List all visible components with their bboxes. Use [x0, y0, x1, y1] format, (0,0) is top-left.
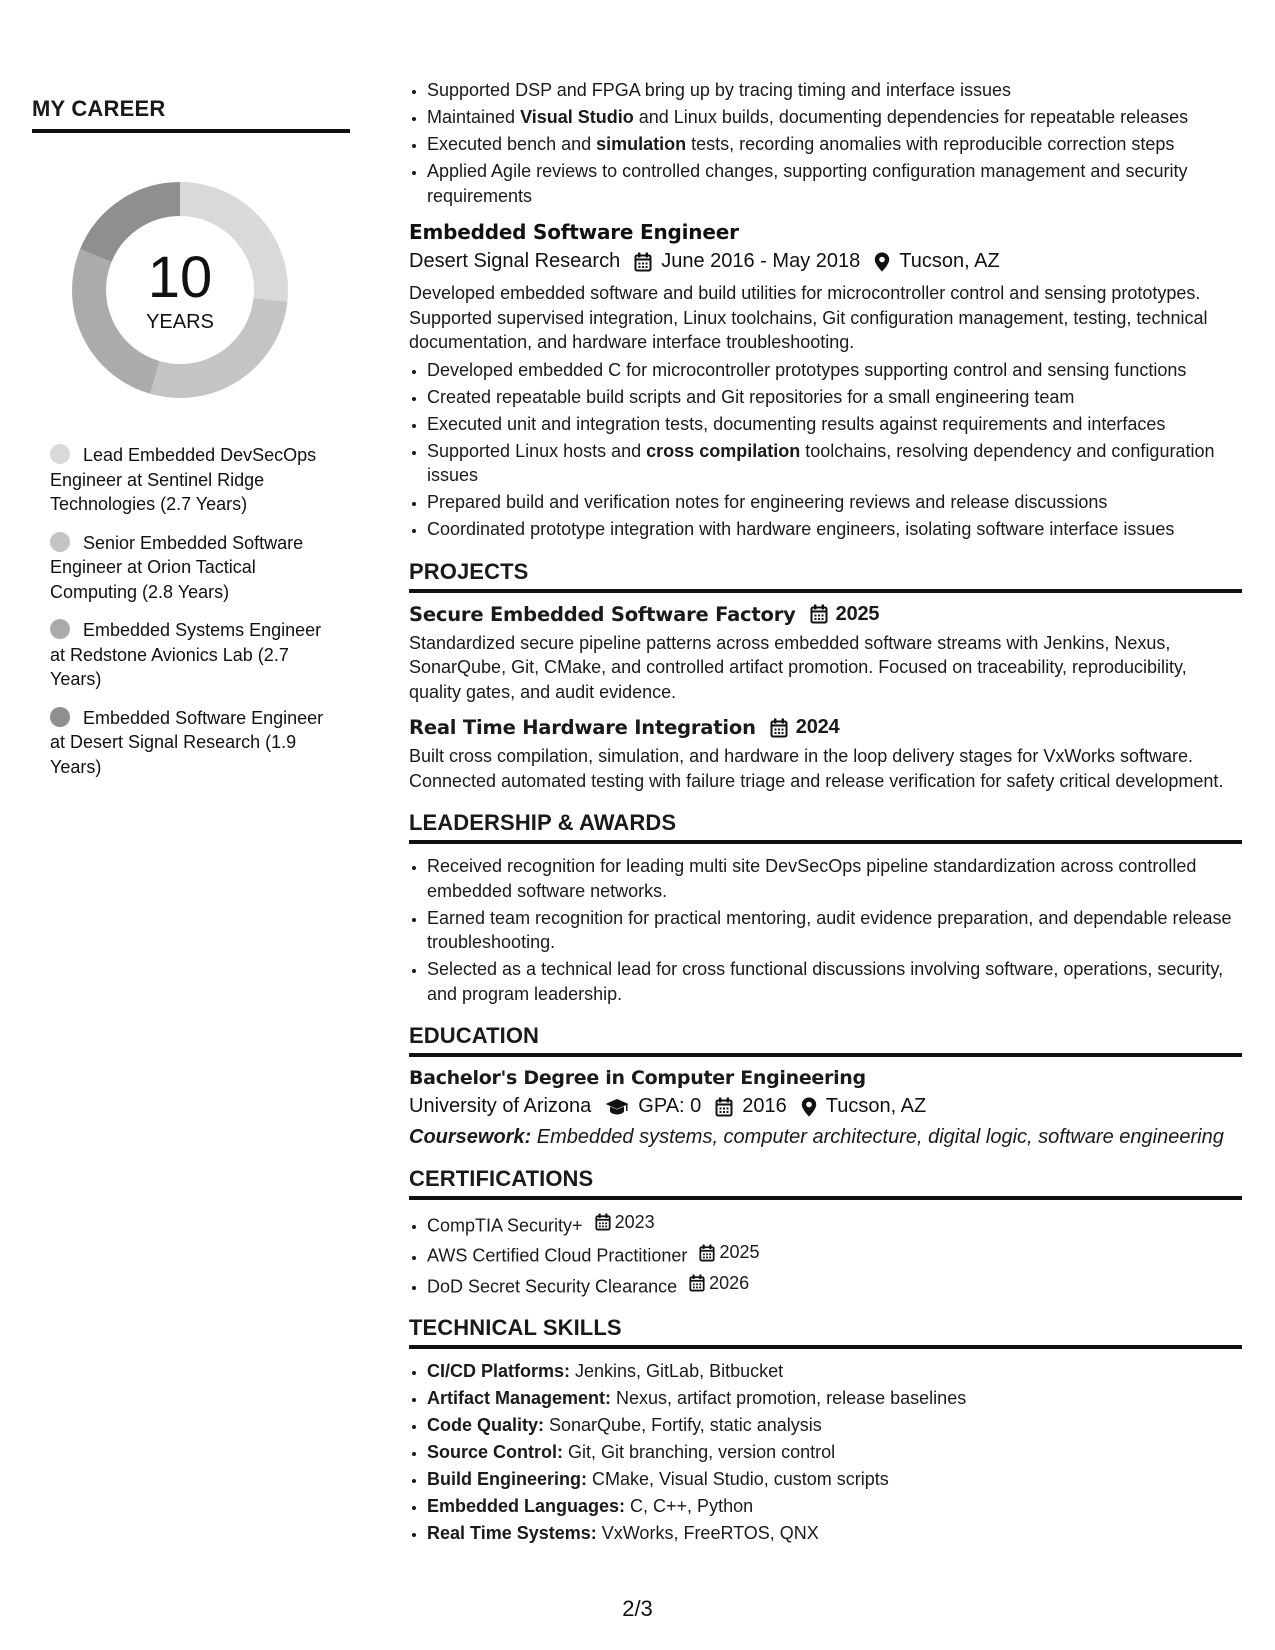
skills-list	[409, 1359, 1242, 1546]
list-item: • Source Control: Git, Git branching, version control	[427, 1440, 1242, 1465]
list-item: • Prepared build and verification notes for engineering reviews and release discussions	[427, 490, 1242, 515]
list-item: • Selected as a technical lead for cross functional discussions involving software, operations, security, and program leadership.	[427, 957, 1242, 1006]
leadership-list	[409, 854, 1242, 1006]
calendar-icon	[770, 718, 788, 738]
leadership-heading: LEADERSHIP & AWARDS	[409, 810, 1242, 844]
graduation-cap-icon	[605, 1098, 629, 1116]
education-heading: EDUCATION	[409, 1023, 1242, 1057]
project-title: Secure Embedded Software Factory 2025	[409, 602, 880, 626]
legend-text: Embedded Systems Engineer at Redstone Avionics Lab (2.7 Years)	[50, 620, 322, 689]
project-title: Real Time Hardware Integration 2024	[409, 716, 840, 739]
legend-dot	[50, 619, 70, 639]
job-description: Developed embedded software and build utilities for microcontroller control and sensing prototypes. Supported supervised integration, Linux toolchains, Git configuration management, testing, technical documentation, and hardware interface troubleshooting.	[409, 283, 1208, 352]
graduation-year: 2016	[742, 1095, 787, 1117]
job-title: Embedded Software Engineer	[409, 220, 739, 244]
projects-heading: PROJECTS	[409, 559, 1242, 593]
certifications-heading: CERTIFICATIONS	[409, 1166, 1242, 1200]
list-item: • Embedded Languages: C, C++, Python	[427, 1494, 1242, 1519]
project-description: Built cross compilation, simulation, and hardware in the loop delivery stages for VxWorks software. Connected automated testing with failure triage and release verification for safety critical development.	[409, 746, 1224, 791]
list-item: • Executed bench and simulation tests, recording anomalies with reproducible correction steps	[427, 132, 1242, 157]
cert-date: 2023	[595, 1210, 655, 1235]
coursework-label: Coursework:	[409, 1126, 532, 1148]
resume-main	[409, 78, 1242, 1548]
donut-value: 10	[147, 245, 213, 310]
calendar-icon	[595, 1213, 611, 1231]
project-year: 2025	[835, 602, 880, 625]
location-pin-icon	[801, 1097, 817, 1117]
donut-unit: YEARS	[146, 311, 214, 333]
gpa: GPA: 0	[638, 1095, 702, 1117]
legend-text: Lead Embedded DevSecOps Engineer at Sentinel Ridge Technologies (2.7 Years)	[50, 445, 317, 514]
career-legend-item	[50, 706, 340, 780]
list-item: • Earned team recognition for practical mentoring, audit evidence preparation, and dependable release troubleshooting.	[427, 906, 1242, 955]
coursework	[409, 1126, 1242, 1149]
list-item: • Build Engineering: CMake, Visual Studio, custom scripts	[427, 1467, 1242, 1492]
career-donut-chart	[65, 175, 295, 405]
project-description: Standardized secure pipeline patterns across embedded software streams with Jenkins, Nexus, SonarQube, Git, CMake, and controlled artifact promotion. Focused on traceability, reproducibility, quality gates, and audit evidence.	[409, 632, 1187, 702]
list-item: • Code Quality: SonarQube, Fortify, static analysis	[427, 1413, 1242, 1438]
cert-date: 2026	[689, 1271, 749, 1296]
list-item: • Supported Linux hosts and cross compilation toolchains, resolving dependency and configuration issues	[427, 439, 1242, 488]
list-item: • Applied Agile reviews to controlled changes, supporting configuration management and security requirements	[427, 159, 1242, 208]
school-name: University of Arizona	[409, 1095, 592, 1117]
career-legend-item	[50, 443, 340, 517]
legend-text: Embedded Software Engineer at Desert Signal Research (1.9 Years)	[50, 707, 324, 777]
calendar-icon	[689, 1274, 705, 1292]
job-bullets	[409, 358, 1242, 542]
calendar-icon	[810, 604, 828, 624]
legend-dot	[50, 444, 70, 464]
project-year: 2024	[795, 716, 840, 738]
job-company: Desert Signal Research	[409, 250, 621, 272]
list-item: • Artifact Management: Nexus, artifact promotion, release baselines	[427, 1386, 1242, 1411]
list-item: • Executed unit and integration tests, documenting results against requirements and interfaces	[427, 412, 1242, 437]
degree-title: Bachelor's Degree in Computer Engineering	[409, 1067, 866, 1089]
career-sidebar	[32, 96, 350, 793]
list-item: • Developed embedded C for microcontroller prototypes supporting control and sensing functions	[427, 358, 1242, 383]
skills-heading: TECHNICAL SKILLS	[409, 1315, 1242, 1349]
list-item: • CI/CD Platforms: Jenkins, GitLab, Bitbucket	[427, 1359, 1242, 1384]
calendar-icon	[699, 1244, 715, 1262]
coursework-text: Embedded systems, computer architecture, digital logic, software engineering	[531, 1126, 1224, 1148]
list-item: • DoD Secret Security Clearance 2026	[427, 1271, 1242, 1299]
career-legend-item	[50, 618, 340, 692]
location-pin-icon	[874, 252, 890, 272]
job-meta	[409, 250, 1242, 273]
job-location: Tucson, AZ	[899, 250, 1000, 272]
list-item: • Real Time Systems: VxWorks, FreeRTOS, QNX	[427, 1521, 1242, 1546]
list-item: • Supported DSP and FPGA bring up by tracing timing and interface issues	[427, 78, 1242, 103]
legend-dot	[50, 707, 70, 727]
education-meta	[409, 1095, 1242, 1118]
previous-job-bullets	[409, 78, 1242, 208]
list-item: • Maintained Visual Studio and Linux builds, documenting dependencies for repeatable releases	[427, 105, 1242, 130]
career-legend-item	[50, 531, 340, 605]
list-item: • Created repeatable build scripts and Git repositories for a small engineering team	[427, 385, 1242, 410]
education-location: Tucson, AZ	[825, 1095, 927, 1117]
page-number: 2/3	[622, 1596, 653, 1621]
career-legend	[50, 443, 340, 779]
calendar-icon	[634, 252, 652, 272]
legend-text: Senior Embedded Software Engineer at Orion Tactical Computing (2.8 Years)	[50, 532, 304, 602]
legend-dot	[50, 532, 70, 552]
list-item: • AWS Certified Cloud Practitioner 2025	[427, 1240, 1242, 1268]
list-item: • Coordinated prototype integration with hardware engineers, isolating software interface issues	[427, 517, 1242, 542]
job-dates: June 2016 - May 2018	[661, 250, 861, 272]
career-title: MY CAREER	[32, 96, 350, 133]
cert-date: 2025	[699, 1240, 759, 1265]
donut-center	[65, 175, 295, 405]
certifications-list	[409, 1210, 1242, 1298]
calendar-icon	[715, 1097, 733, 1117]
list-item: • CompTIA Security+ 2023	[427, 1210, 1242, 1238]
list-item: • Received recognition for leading multi site DevSecOps pipeline standardization across controlled embedded software networks.	[427, 854, 1242, 903]
